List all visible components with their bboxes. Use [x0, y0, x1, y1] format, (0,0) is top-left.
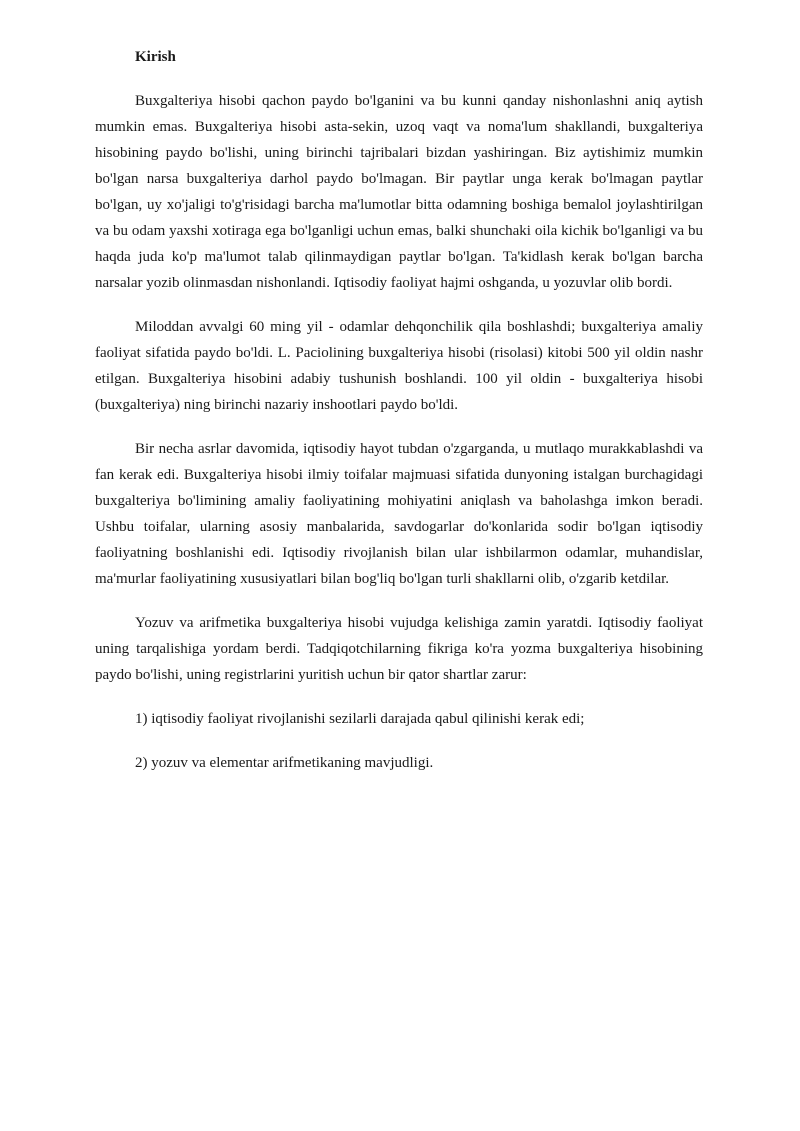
list-item-2: 2) yozuv va elementar arifmetikaning mavjudligi.	[135, 755, 434, 771]
section-heading: Kirish	[135, 49, 176, 65]
paragraph-1: Buxgalteriya hisobi qachon paydo bo'lganini va bu kunni qanday nishonlashni aniq aytish mumkin emas. Buxgalteriya hisobi asta-sekin, uzoq vaqt va noma'lum shakllandi, buxgalteriya hisobining paydo bo'lishi, uning birinchi tajribalari bizdan yashiringan. Biz aytishimiz mumkin bo'lgan narsa buxgalteriya darhol paydo bo'lmagan. Bir paytlar unga kerak bo'lmagan paytlar bo'lgan, uy xo'jaligi to'g'risidagi barcha ma'lumotlar bitta odamning boshiga bemalol joylashtirilgan va bu odam yaxshi xotiraga ega bo'lganligi uchun emas, balki shunchaki oila kichik bo'lganligi va bu haqda juda ko'p ma'lumot talab qilinmaydigan paytlar bo'lgan. Ta'kidlash kerak bo'lgan barcha narsalar yozib olinmasdan nishonlandi. Iqtisodiy faoliyat hajmi oshganda, u yozuvlar olib bordi.	[95, 93, 703, 291]
document-page	[95, 40, 703, 794]
list-item-1: 1) iqtisodiy faoliyat rivojlanishi sezilarli darajada qabul qilinishi kerak edi;	[135, 711, 585, 727]
paragraph-4: Yozuv va arifmetika buxgalteriya hisobi vujudga kelishiga zamin yaratdi. Iqtisodiy faoliyat uning tarqalishiga yordam berdi. Tadqiqotchilarning fikriga ko'ra yozma buxgalteriya hisobining paydo bo'lishi, uning registrlarini yuritish uchun bir qator shartlar zarur:	[95, 615, 703, 683]
paragraph-2: Miloddan avvalgi 60 ming yil - odamlar dehqonchilik qila boshlashdi; buxgalteriya amaliy faoliyat sifatida paydo bo'ldi. L. Paciolining buxgalteriya hisobi (risolasi) kitobi 500 yil oldin nashr etilgan. Buxgalteriya hisobini adabiy tushunish boshlandi. 100 yil oldin - buxgalteriya hisobi (buxgalteriya) ning birinchi nazariy inshootlari paydo bo'ldi.	[95, 319, 703, 413]
paragraph-3: Bir necha asrlar davomida, iqtisodiy hayot tubdan o'zgarganda, u mutlaqo murakkablashdi va fan kerak edi. Buxgalteriya hisobi ilmiy toifalar majmuasi sifatida dunyoning istalgan burchagidagi buxgalteriya bo'limining amaliy faoliyatining mohiyatini aniqlash va baholashga imkon beradi. Ushbu toifalar, ularning asosiy manbalarida, savdogarlar do'konlarida sodir bo'lgan iqtisodiy faoliyatning boshlanishi edi. Iqtisodiy rivojlanish bilan ular ishbilarmon odamlar, muhandislar, ma'murlar faoliyatining xususiyatlari bilan bog'liq bo'lgan turli shakllarni olib, o'zgarib ketdilar.	[95, 441, 703, 587]
